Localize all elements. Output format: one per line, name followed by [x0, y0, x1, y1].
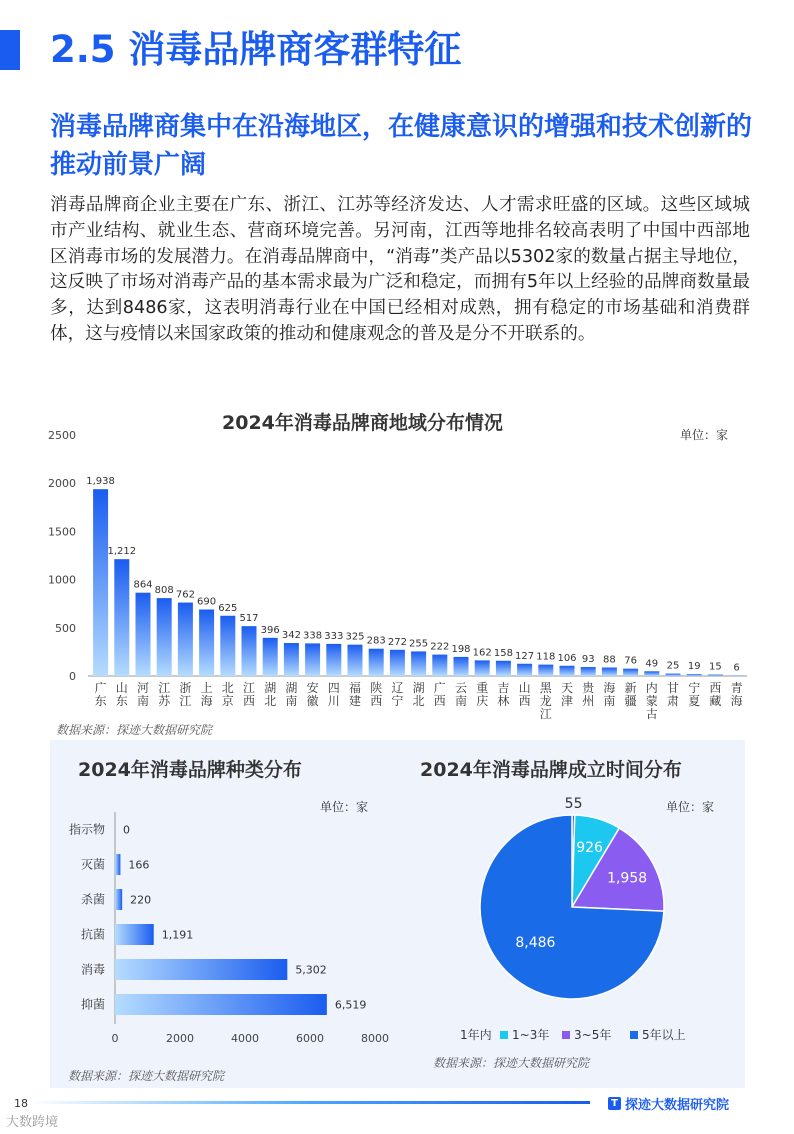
- region-category-label: 甘肃: [666, 681, 680, 708]
- region-category-label: 青海: [730, 681, 743, 708]
- region-category-label: 江西: [242, 681, 256, 708]
- x-tick-label: 4000: [231, 1032, 259, 1045]
- pie-value-label: 8,486: [515, 934, 556, 951]
- region-category-label: 河南: [136, 681, 150, 708]
- region-bar: [390, 650, 405, 676]
- section-title: 2.5 消毒品牌商客群特征: [50, 28, 462, 71]
- legend-label: 3~5年: [574, 1028, 612, 1042]
- region-value-label: 15: [709, 661, 722, 673]
- category-bar: [115, 959, 287, 980]
- region-category-label: 广西: [433, 681, 446, 708]
- region-value-label: 1,938: [86, 476, 115, 488]
- region-value-label: 88: [603, 654, 616, 666]
- region-category-label: 四川: [327, 681, 340, 708]
- region-category-label: 北京: [221, 681, 234, 708]
- category-chart-source: 数据来源：探迹大数据研究院: [68, 1069, 225, 1083]
- region-bar: [242, 626, 257, 676]
- region-bar: [432, 655, 447, 676]
- pie-value-label: 55: [564, 796, 583, 813]
- region-category-label: 陕西: [370, 681, 383, 708]
- pie-value-label: 1,958: [607, 870, 648, 887]
- legend-label: 1年内: [460, 1028, 492, 1042]
- region-value-label: 396: [260, 624, 280, 636]
- region-bar: [348, 645, 363, 676]
- category-chart-unit: 单位：家: [320, 800, 369, 814]
- category-value-label: 0: [123, 823, 130, 837]
- age-chart-unit: 单位：家: [666, 800, 715, 814]
- region-bar: [157, 598, 172, 676]
- region-category-label: 上海: [200, 681, 213, 708]
- category-label: 杀菌: [80, 892, 105, 907]
- category-value-label: 220: [130, 893, 152, 907]
- category-label: 灭菌: [80, 857, 105, 872]
- region-chart-title: 2024年消毒品牌商地域分布情况: [222, 412, 503, 434]
- legend-swatch: [500, 1031, 508, 1039]
- region-bar: [178, 603, 193, 676]
- region-value-label: 106: [557, 652, 577, 664]
- region-bar: [220, 616, 235, 676]
- subtitle: 消毒品牌商集中在沿海地区，在健康意识的增强和技术创新的推动前景广阔: [50, 112, 753, 180]
- category-label: 消毒: [80, 962, 105, 977]
- region-bar: [623, 669, 638, 676]
- x-tick-label: 8000: [361, 1032, 389, 1045]
- category-value-label: 1,191: [161, 928, 194, 942]
- region-value-label: 198: [451, 643, 471, 655]
- legend-label: 5年以上: [642, 1028, 686, 1042]
- region-value-label: 222: [430, 641, 450, 653]
- pie-value-label: 926: [576, 839, 603, 856]
- region-value-label: 76: [624, 655, 637, 667]
- region-category-label: 浙江: [179, 681, 192, 708]
- region-category-label: 云南: [454, 681, 468, 708]
- region-category-label: 天津: [560, 681, 574, 708]
- region-value-label: 127: [515, 650, 535, 662]
- age-chart-title: 2024年消毒品牌成立时间分布: [420, 759, 682, 781]
- legend-label: 1~3年: [512, 1028, 550, 1042]
- region-bar: [517, 664, 532, 676]
- region-bar: [687, 674, 702, 676]
- region-value-label: 1,212: [107, 546, 137, 558]
- x-tick-label: 2000: [166, 1032, 194, 1045]
- category-value-label: 5,302: [295, 963, 327, 977]
- region-bar: [729, 675, 744, 676]
- region-category-label: 重庆: [476, 681, 489, 708]
- category-bar-chart: [55, 810, 400, 1050]
- region-category-label: 安徽: [306, 681, 319, 708]
- region-value-label: 625: [218, 602, 238, 614]
- region-bar: [581, 667, 596, 676]
- region-category-label: 贵州: [582, 681, 595, 708]
- region-bar-chart: [40, 425, 760, 725]
- brand-logo-icon: T: [608, 1097, 621, 1110]
- x-tick-label: 6000: [296, 1032, 324, 1045]
- category-value-label: 166: [128, 858, 150, 872]
- region-value-label: 762: [175, 589, 195, 601]
- region-bar: [199, 609, 214, 676]
- region-chart-unit: 单位：家: [680, 428, 729, 442]
- region-bar: [666, 674, 681, 676]
- category-bar: [115, 924, 154, 945]
- region-value-label: 158: [493, 647, 513, 659]
- region-value-label: 255: [409, 638, 429, 650]
- region-bar: [411, 651, 426, 676]
- legend-swatch: [630, 1031, 638, 1039]
- region-category-label: 黑龙江: [539, 681, 552, 721]
- footer-brand: [608, 1094, 729, 1113]
- category-bar: [115, 994, 327, 1015]
- y-tick-label: 2500: [48, 429, 76, 442]
- region-value-label: 864: [133, 579, 153, 591]
- page-number: 18: [14, 1097, 28, 1110]
- region-category-label: 内蒙古: [645, 681, 658, 721]
- category-label: 抗菌: [80, 927, 105, 942]
- region-value-label: 118: [536, 651, 556, 663]
- category-chart-title: 2024年消毒品牌种类分布: [78, 759, 302, 781]
- region-bar: [538, 665, 553, 676]
- region-value-label: 49: [645, 658, 659, 670]
- y-tick-label: 1500: [48, 525, 76, 539]
- region-category-label: 江苏: [158, 681, 171, 708]
- region-bar: [263, 638, 278, 676]
- region-category-label: 辽宁: [391, 681, 404, 708]
- age-pie-chart: [460, 785, 690, 1055]
- region-bar: [560, 666, 575, 676]
- region-category-label: 福建: [348, 681, 362, 708]
- region-bar: [708, 675, 723, 676]
- region-category-label: 海南: [603, 681, 616, 708]
- region-bar: [136, 593, 151, 676]
- category-label: 指示物: [68, 822, 105, 837]
- age-chart-source: 数据来源：探迹大数据研究院: [433, 1056, 590, 1070]
- region-value-label: 342: [281, 630, 301, 642]
- category-label: 抑菌: [80, 997, 105, 1012]
- region-category-label: 湖南: [285, 681, 298, 708]
- category-value-label: 6,519: [334, 998, 367, 1012]
- region-value-label: 162: [472, 647, 492, 659]
- region-value-label: 325: [345, 631, 365, 643]
- region-category-label: 湖北: [412, 681, 425, 708]
- region-category-label: 湖北: [264, 681, 277, 708]
- region-category-label: 山西: [518, 681, 531, 708]
- legend-swatch: [562, 1031, 570, 1039]
- region-chart-source: 数据来源：探迹大数据研究院: [56, 723, 213, 737]
- region-bar: [602, 668, 617, 676]
- region-bar: [496, 661, 511, 676]
- region-value-label: 690: [197, 596, 217, 608]
- category-bar: [115, 889, 122, 910]
- region-category-label: 吉林: [497, 681, 510, 708]
- region-category-label: 新疆: [624, 681, 637, 708]
- watermark-text: 大数跨境: [6, 1115, 59, 1130]
- region-bar: [475, 660, 490, 676]
- region-bar: [326, 644, 341, 676]
- body-paragraph: 消毒品牌商企业主要在广东、浙江、江苏等经济发达、人才需求旺盛的区域。这些区域城市产业结构、就业生态、营商环境完善。另河南，江西等地排名较高表明了中国中西部地区消毒市场的发展潜力。在消毒品牌商中，“消毒”类产品以5302家的数量占据主导地位，这反映了市场对消毒产品的基本需求最为广泛和稳定，而拥有5年以上经验的品牌商数量最多，达到8486家，这表明消毒行业在中国已经相对成熟，拥有稳定的市场基础和消费群体，这与疫情以来国家政策的推动和健康观念的普及是分不开联系的。: [50, 195, 750, 344]
- region-value-label: 19: [687, 661, 701, 673]
- x-tick-label: 0: [111, 1032, 119, 1045]
- region-value-label: 6: [733, 662, 740, 674]
- footer-brand-label: 探迹大数据研究院: [625, 1098, 730, 1113]
- region-category-label: 西藏: [709, 681, 722, 708]
- region-bar: [93, 489, 108, 676]
- y-tick-label: 1000: [48, 573, 76, 587]
- region-category-label: 广东: [94, 681, 107, 708]
- region-value-label: 93: [581, 654, 595, 666]
- region-value-label: 25: [666, 660, 680, 672]
- region-bar: [284, 643, 299, 676]
- footer-divider: [30, 1101, 590, 1104]
- region-bar: [305, 643, 320, 676]
- region-bar: [114, 559, 129, 676]
- region-value-label: 517: [239, 613, 259, 625]
- region-category-label: 山东: [115, 681, 128, 708]
- region-value-label: 283: [366, 635, 386, 647]
- region-value-label: 338: [303, 630, 323, 642]
- region-value-label: 272: [387, 636, 407, 648]
- y-tick-label: 500: [55, 621, 76, 635]
- region-value-label: 333: [324, 630, 344, 642]
- region-category-label: 宁夏: [688, 681, 701, 708]
- region-bar: [454, 657, 469, 676]
- title-accent-bar: [0, 30, 20, 70]
- region-bar: [369, 649, 384, 676]
- y-tick-label: 0: [69, 670, 76, 683]
- region-value-label: 808: [154, 585, 174, 597]
- region-bar: [644, 671, 659, 676]
- category-bar: [115, 854, 120, 875]
- y-tick-label: 2000: [48, 477, 76, 491]
